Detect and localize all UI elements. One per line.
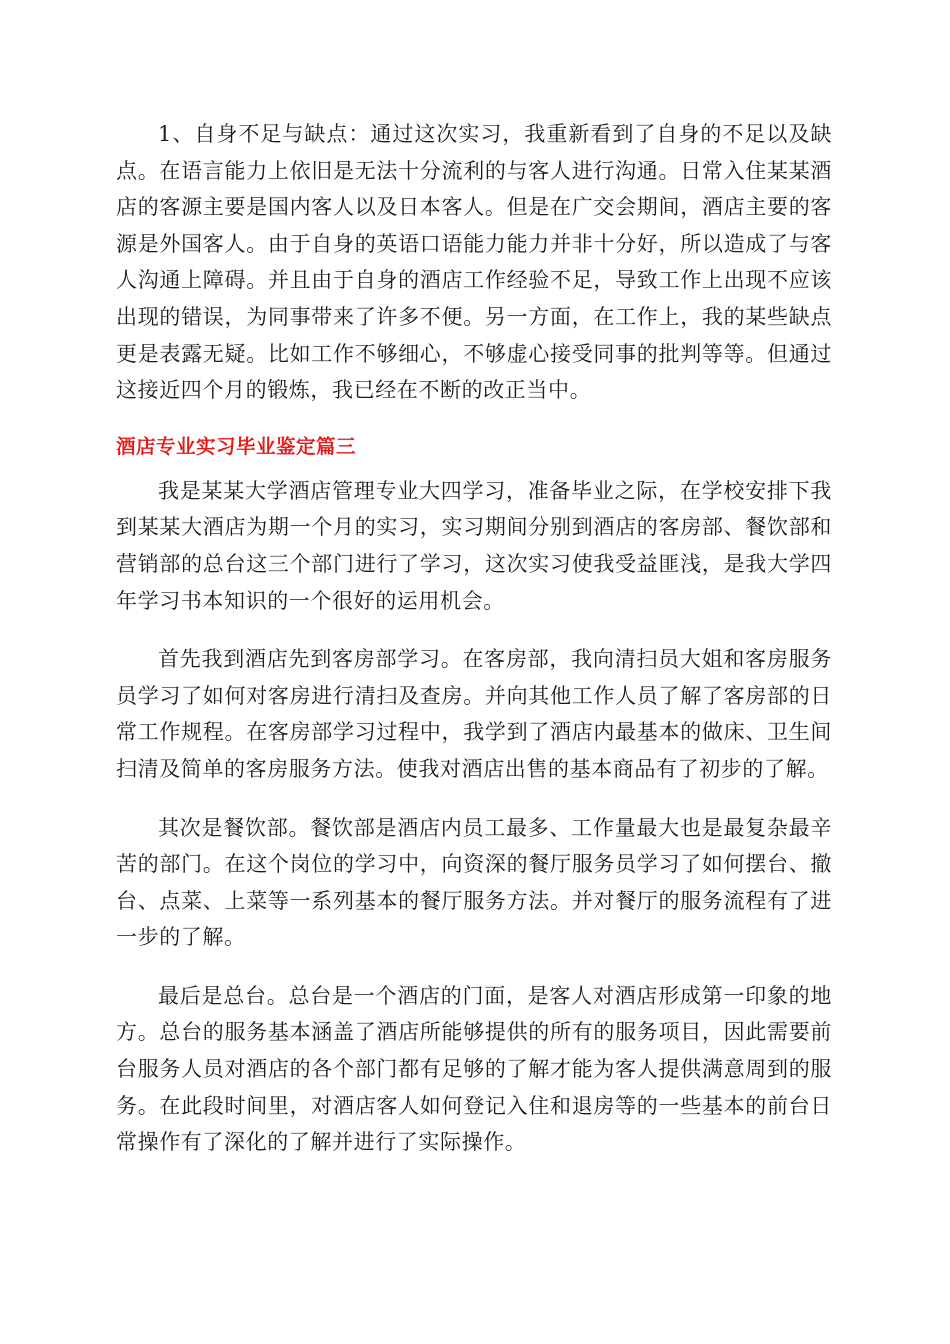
paragraph-front-desk: 最后是总台。总台是一个酒店的门面，是客人对酒店形成第一印象的地方。总台的服务基本涵盖了酒店所能够提供的所有的服务项目，因此需要前台服务人员对酒店的各个部门都有足够的了解才能为客人提供满意周到的服务。在此段时间里，对酒店客人如何登记入住和退房等的一些基本的前台日常操作有了深化的了解并进行了实际操作。 <box>116 983 832 1155</box>
document-body <box>116 116 832 1161</box>
paragraph-shortcomings: 1、自身不足与缺点：通过这次实习，我重新看到了自身的不足以及缺点。在语言能力上依旧是无法十分流利的与客人进行沟通。日常入住某某酒店的客源主要是国内客人以及日本客人。但是在广交会期间，酒店主要的客源是外国客人。由于自身的英语口语能力能力并非十分好，所以造成了与客人沟通上障碍。并且由于自身的酒店工作经验不足，导致工作上出现不应该出现的错误，为同事带来了许多不便。另一方面，在工作上，我的某些缺点更是表露无疑。比如工作不够细心，不够虚心接受同事的批判等等。但通过这接近四个月的锻炼，我已经在不断的改正当中。 <box>116 122 832 403</box>
paragraph-introduction: 我是某某大学酒店管理专业大四学习，准备毕业之际，在学校安排下我到某某大酒店为期一个月的实习，实习期间分别到酒店的客房部、餐饮部和营销部的总台这三个部门进行了学习，这次实习使我受益匪浅，是我大学四年学习书本知识的一个很好的运用机会。 <box>116 478 832 613</box>
section-heading: 酒店专业实习毕业鉴定篇三 <box>116 434 357 458</box>
paragraph-food-beverage: 其次是餐饮部。餐饮部是酒店内员工最多、工作量最大也是最复杂最辛苦的部门。在这个岗位的学习中，向资深的餐厅服务员学习了如何摆台、撤台、点菜、上菜等一系列基本的餐厅服务方法。并对餐厅的服务流程有了进一步的了解。 <box>116 815 832 950</box>
paragraph-housekeeping: 首先我到酒店先到客房部学习。在客房部，我向清扫员大姐和客房服务员学习了如何对客房进行清扫及查房。并向其他工作人员了解了客房部的日常工作规程。在客房部学习过程中，我学到了酒店内最基本的做床、卫生间扫清及简单的客房服务方法。使我对酒店出售的基本商品有了初步的了解。 <box>116 647 832 781</box>
